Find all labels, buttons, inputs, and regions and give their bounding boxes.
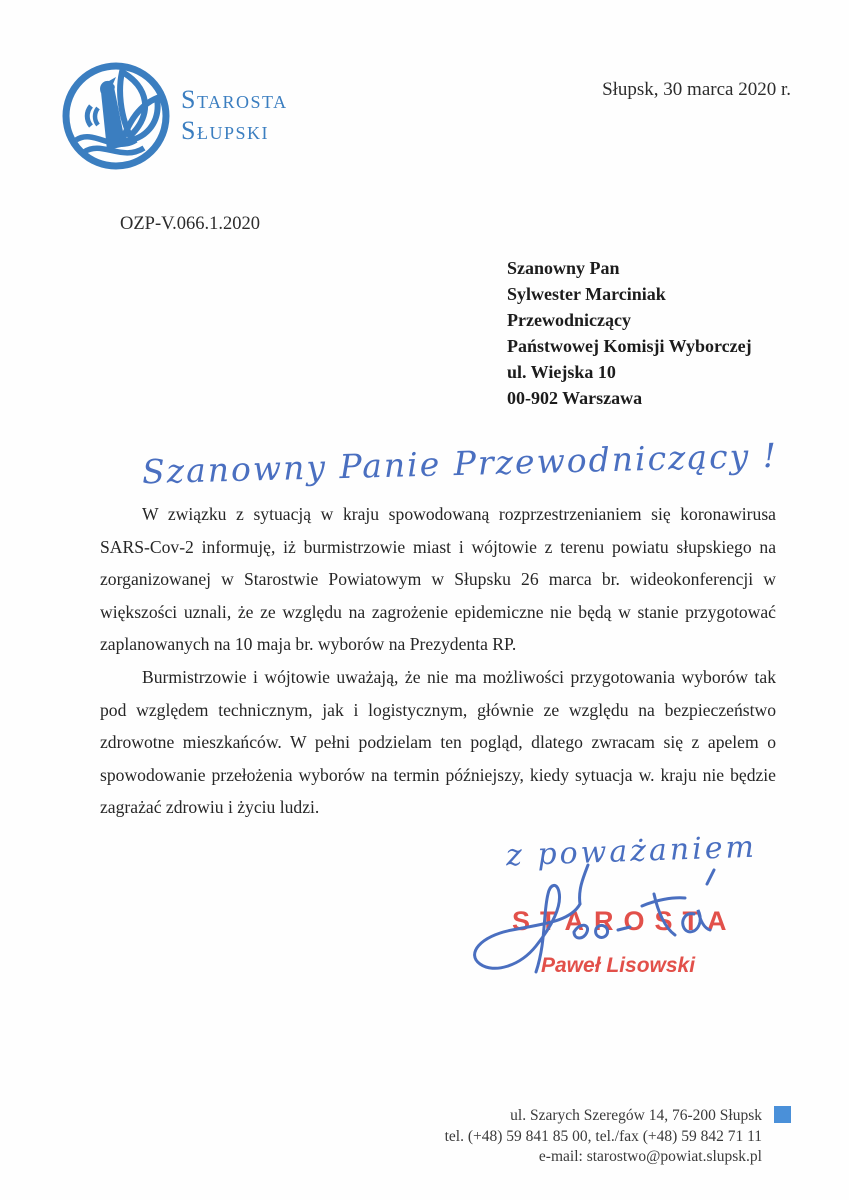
recipient-line: ul. Wiejska 10 — [507, 362, 616, 382]
handwritten-valediction: z poważaniem — [505, 829, 758, 874]
body-paragraph: W związku z sytuacją w kraju spowodowaną rozprzestrzenianiem się koronawirusa SARS-Cov-2 informuję, iż burmistrzowie miast i wójtowie z terenu powiatu słupskiego na zorganizowanej w Starostwie Powiatowym w Słupsku 26 marca br. wideokonferencji w większości uznali, że ze względu na zagrożenie epidemiczne nie będą w stanie przygotować zaplanowanych na 10 maja br. wyborów na Prezydenta RP. — [100, 504, 776, 655]
handwritten-salutation: Szanowny Panie Przewodniczący ! — [141, 435, 779, 492]
letter-date: Słupsk, 30 marca 2020 r. — [602, 79, 791, 100]
recipient-line: 00-902 Warszawa — [507, 388, 643, 408]
recipient-line: Sylwester Marciniak — [507, 284, 666, 304]
recipient-line: Szanowny Pan — [507, 258, 620, 278]
footer-contact-block — [445, 1106, 791, 1168]
reference-number: OZP-V.066.1.2020 — [120, 214, 260, 234]
letter-body — [100, 498, 776, 824]
footer-address: ul. Szarych Szeregów 14, 76-200 Słupsk — [510, 1107, 762, 1124]
recipient-block — [507, 255, 752, 411]
recipient-line: Przewodniczący — [507, 310, 631, 330]
recipient-line: Państwowej Komisji Wyborczej — [507, 336, 752, 356]
signer-name-stamp: Paweł Lisowski — [541, 954, 696, 977]
footer-email: e-mail: starostwo@powiat.slupsk.pl — [538, 1148, 762, 1165]
footer-accent-square-icon — [774, 1106, 791, 1123]
organization-logo-icon — [60, 60, 172, 172]
footer-phone: tel. (+48) 59 841 85 00, tel./fax (+48) 59 842 71 11 — [444, 1127, 762, 1145]
starosta-stamp-title: STAROSTA — [512, 906, 737, 936]
body-paragraph: Burmistrzowie i wójtowie uważają, że nie ma możliwości przygotowania wyborów tak pod względem technicznym, jak i logistycznym, głównie ze względu na bezpieczeństwo zdrowotne mieszkańców. W pełni podzielam ten pogląd, dlatego zwracam się z apelem o spowodowanie przełożenia wyborów na termin późniejszy, kiedy sytuacja w. kraju nie będzie zagrażać zdrowiu i życiu ludzi. — [100, 666, 776, 818]
footer-address-line — [445, 1106, 791, 1127]
signature-scrawl-icon — [458, 862, 720, 984]
org-name-line2: Słupski — [181, 116, 269, 145]
letterhead-org-name — [181, 84, 288, 146]
org-name-line1: Starosta — [181, 85, 288, 114]
